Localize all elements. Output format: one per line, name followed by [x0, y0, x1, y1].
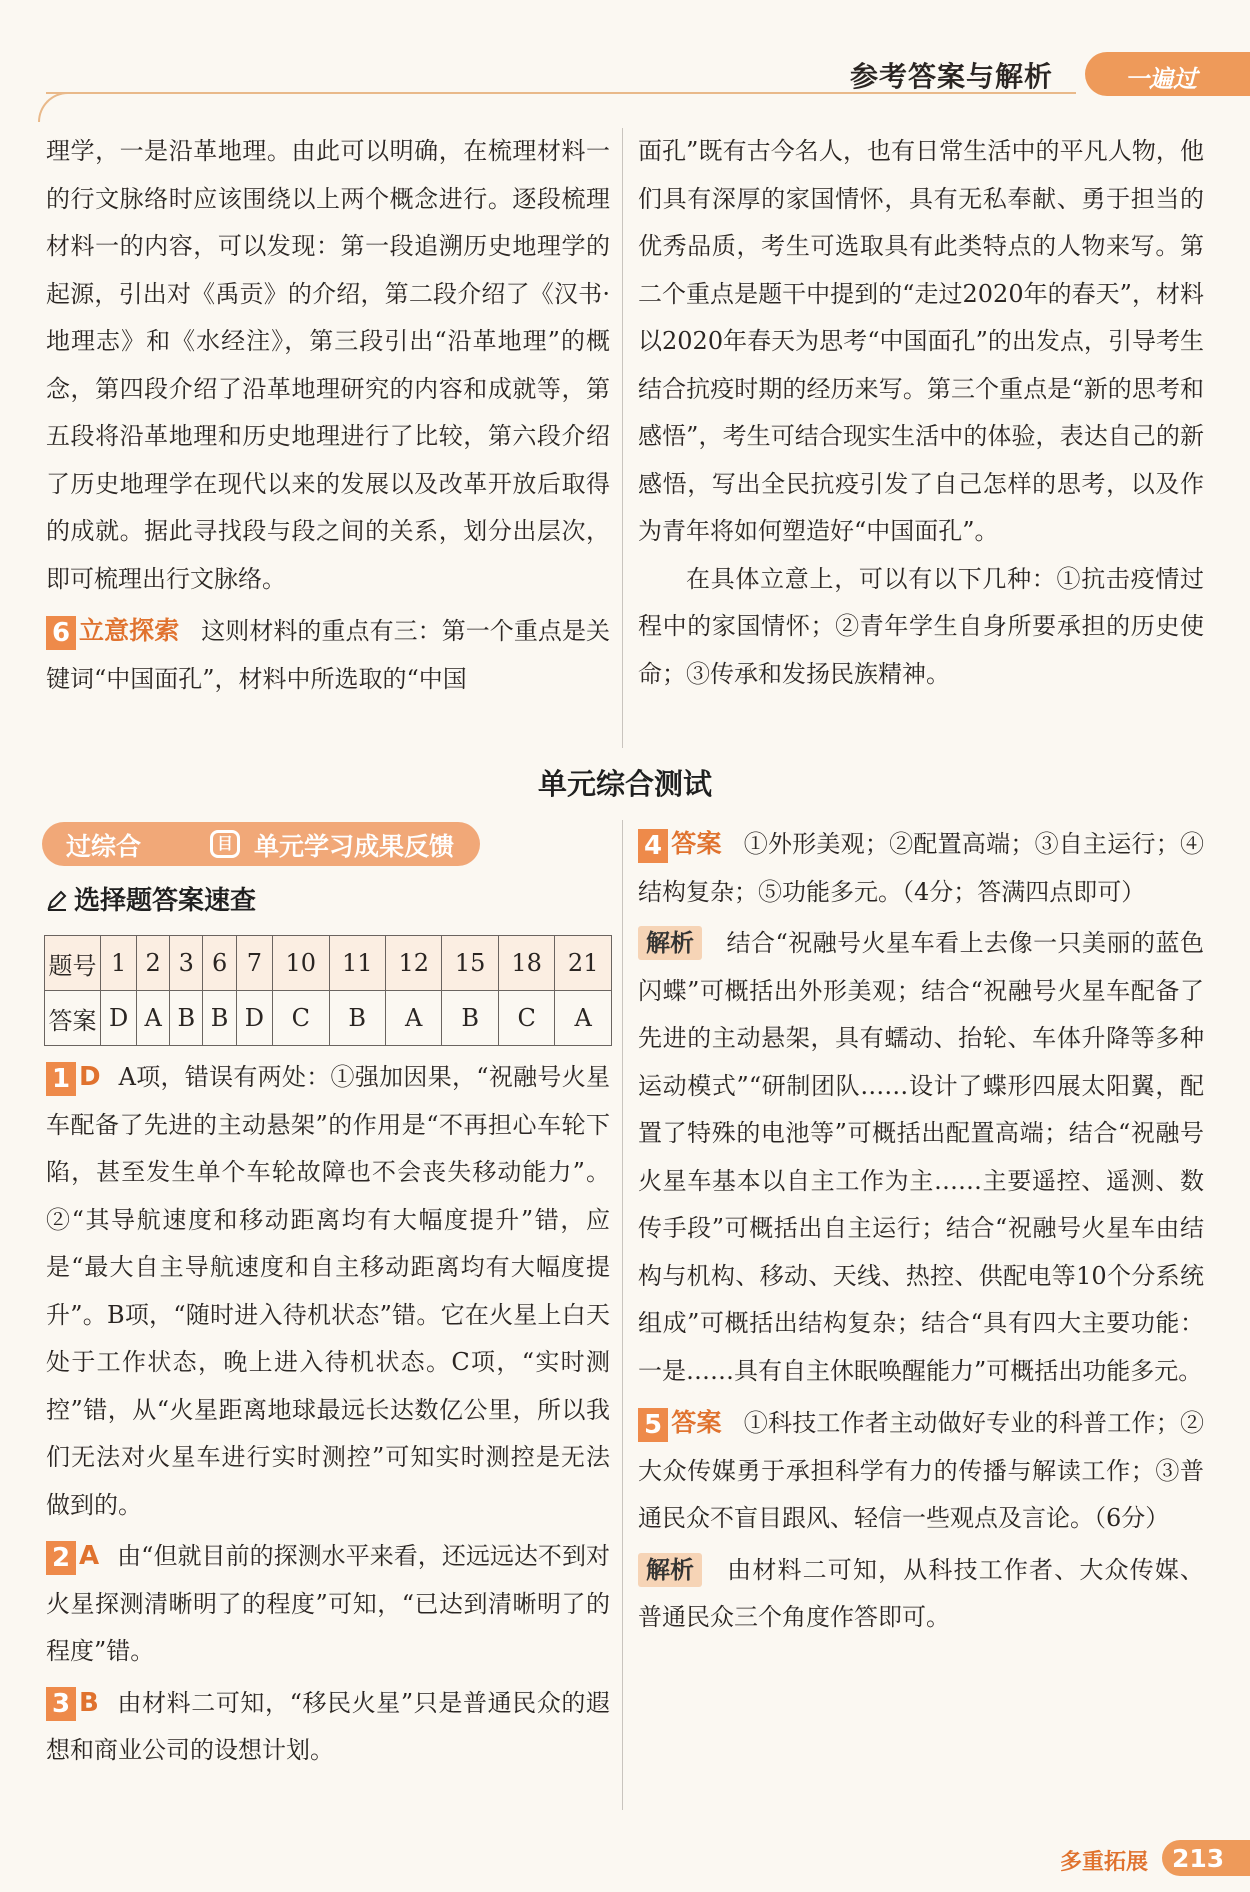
question-cell: 3 — [170, 936, 203, 991]
q3-text: 由材料二可知，“移民火星”只是普通民众的遐想和商业公司的设想计划。 — [46, 1688, 610, 1764]
q1-text: A项，错误有两处：①强加因果，“祝融号火星车配备了先进的主动悬架”的作用是“不再担心车轮下陷，甚至发生单个车轮故障也不会丧失移动能力”。②“其导航速度和移动距离均有大幅度提升”错，应是“最大自主导航速度和自主移动距离均有大幅度提升”。B项，“随时进入待机状态”错。它在火星上白天处于工作状态，晚上进入待机状态。C项，“实时测控”错，从“火星距离地球最远长达数亿公里，所以我们无法对火星车进行实时测控”可知实时测控是无法做到的。 — [46, 1063, 610, 1519]
quick-check-heading — [46, 880, 256, 917]
top-right-paragraph-2: 在具体立意上，可以有以下几种：①抗击疫情过程中的家国情怀；②青年学生自身所要承担的历史使命；③传承和发扬民族精神。 — [638, 564, 1204, 688]
page-number: 213 — [1172, 1844, 1225, 1873]
question-cell: 15 — [442, 936, 498, 991]
question-cell: 21 — [555, 936, 612, 991]
top-left-column — [46, 128, 610, 703]
q4-tag: 答案 — [671, 829, 722, 858]
question-cell: 6 — [203, 936, 236, 991]
answer-cell: A — [385, 991, 441, 1046]
q6-paragraph — [46, 607, 610, 703]
q3-answer: B — [79, 1687, 99, 1718]
question-row — [45, 936, 612, 991]
banner-right-label: 单元学习成果反馈 — [254, 832, 455, 861]
question-row-label: 题号 — [45, 936, 101, 991]
q2-number-badge: 2 — [46, 1541, 76, 1575]
q5-tag: 答案 — [671, 1408, 722, 1437]
q5-analysis-paragraph — [638, 1547, 1204, 1642]
q5-analysis-text: 由材料二可知，从科技工作者、大众传媒、普通民众三个角度作答即可。 — [638, 1555, 1204, 1631]
top-right-paragraph-1: 面孔”既有古今名人，也有日常生活中的平凡人物，他们具有深厚的家国情怀，具有无私奉献、勇于担当的优秀品质，考生可选取具有此类特点的人物来写。第二个重点是题干中提到的“走过2020年的春天”，材料以2020年春天为思考“中国面孔”的出发点，引导考生结合抗疫时期的经历来写。第三个重点是“新的思考和感悟”，考生可结合现实生活中的体验，表达自己的新感悟，写出全民抗疫引发了自己怎样的思考，以及作为青年将如何塑造好“中国面孔”。 — [638, 137, 1204, 545]
q4-analysis-label: 解析 — [638, 926, 702, 960]
q4-answer-paragraph — [638, 820, 1204, 916]
answer-table — [44, 935, 612, 1046]
q1-paragraph — [46, 1054, 610, 1529]
answer-cell: B — [442, 991, 498, 1046]
q6-text: 这则材料的重点有三：第一个重点是关键词“中国面孔”，材料中所选取的“中国 — [46, 617, 610, 693]
q4-analysis-text: 结合“祝融号火星车看上去像一只美丽的蓝色闪蝶”可概括出外形美观；结合“祝融号火星车配备了先进的主动悬架，具有蠕动、抬轮、车体升降等多种运动模式”“研制团队……设计了蝶形四展太阳翼，配置了特殊的电池等”可概括出配置高端；结合“祝融号火星车基本以自主工作为主……主要遥控、遥测、数传手段”可概括出自主运行；结合“祝融号火星车由结构与机构、移动、天线、热控、供配电等10个分系统组成”可概括出结构复杂；结合“具有四大主要功能：一是……具有自主休眠唤醒能力”可概括出功能多元。 — [638, 929, 1204, 1385]
answer-cell: C — [498, 991, 554, 1046]
header-decor-arc — [38, 92, 78, 122]
answer-cell: C — [273, 991, 329, 1046]
q4-number-badge: 4 — [638, 829, 668, 863]
q2-text: 由“但就目前的探测水平来看，还远远达不到对火星探测清晰明了的程度”可知，“已达到清晰明了的程度”错。 — [46, 1542, 610, 1665]
top-left-paragraph: 理学，一是沿革地理。由此可以明确，在梳理材料一的行文脉络时应该围绕以上两个概念进行。逐段梳理材料一的内容，可以发现：第一段追溯历史地理学的起源，引出对《禹贡》的介绍，第二段介绍了《汉书·地理志》和《水经注》，第三段引出“沿革地理”的概念，第四段介绍了沿革地理研究的内容和成就等，第五段将沿革地理和历史地理进行了比较，第六段介绍了历史地理学在现代以来的发展以及改革开放后取得的成就。据此寻找段与段之间的关系，划分出层次，即可梳理出行文脉络。 — [46, 137, 610, 593]
answer-cell: B — [203, 991, 236, 1046]
quick-check-title: 选择题答案速查 — [74, 886, 257, 916]
question-cell: 7 — [236, 936, 272, 991]
answer-cell: D — [101, 991, 137, 1046]
q4-text: ①外形美观；②配置高端；③自主运行；④结构复杂；⑤功能多元。（4分；答满四点即可） — [638, 830, 1204, 906]
question-cell: 10 — [273, 936, 329, 991]
bottom-left-column — [46, 1054, 610, 1775]
q1-number-badge: 1 — [46, 1062, 76, 1096]
question-cell: 2 — [137, 936, 170, 991]
q4-analysis-paragraph — [638, 920, 1204, 1395]
question-cell: 1 — [101, 936, 137, 991]
answer-cell: B — [329, 991, 385, 1046]
header-tab-label: 一遍过 — [1125, 65, 1197, 93]
q5-answer-paragraph — [638, 1399, 1204, 1543]
footer-tab — [1162, 1840, 1250, 1876]
answer-row-label: 答案 — [45, 991, 101, 1046]
answer-cell: A — [555, 991, 612, 1046]
q5-analysis-label: 解析 — [638, 1553, 702, 1587]
answer-cell: B — [170, 991, 203, 1046]
q2-answer: A — [79, 1541, 100, 1571]
q3-paragraph — [46, 1680, 610, 1775]
banner-left-label: 过综合 — [66, 832, 142, 861]
column-divider-bottom — [622, 820, 623, 1810]
question-cell: 12 — [385, 936, 441, 991]
pencil-icon — [46, 889, 68, 911]
footer-label: 多重拓展 — [1060, 1850, 1149, 1875]
q5-number-badge: 5 — [638, 1408, 668, 1442]
answer-cell: D — [236, 991, 272, 1046]
answer-row — [45, 991, 612, 1046]
q6-number-badge: 6 — [46, 616, 76, 650]
q5-text: ①科技工作者主动做好专业的科普工作；②大众传媒勇于承担科学有力的传播与解读工作；③普通民众不盲目跟风、轻信一些观点及言论。（6分） — [638, 1409, 1204, 1532]
header-tab — [1085, 52, 1250, 96]
bottom-right-column — [638, 820, 1204, 1642]
q1-answer: D — [79, 1062, 101, 1092]
column-divider-top — [622, 128, 623, 748]
q6-tag: 立意探索 — [79, 616, 180, 645]
question-cell: 11 — [329, 936, 385, 991]
top-right-column — [638, 128, 1204, 698]
q2-paragraph — [46, 1533, 610, 1676]
q3-number-badge: 3 — [46, 1687, 76, 1721]
section-title: 单元综合测试 — [537, 767, 712, 801]
question-cell: 18 — [498, 936, 554, 991]
page-header — [0, 0, 1250, 100]
section-banner — [42, 822, 480, 866]
header-title: 参考答案与解析 — [850, 60, 1054, 93]
answer-cell: A — [137, 991, 170, 1046]
list-icon: 目 — [210, 830, 240, 858]
